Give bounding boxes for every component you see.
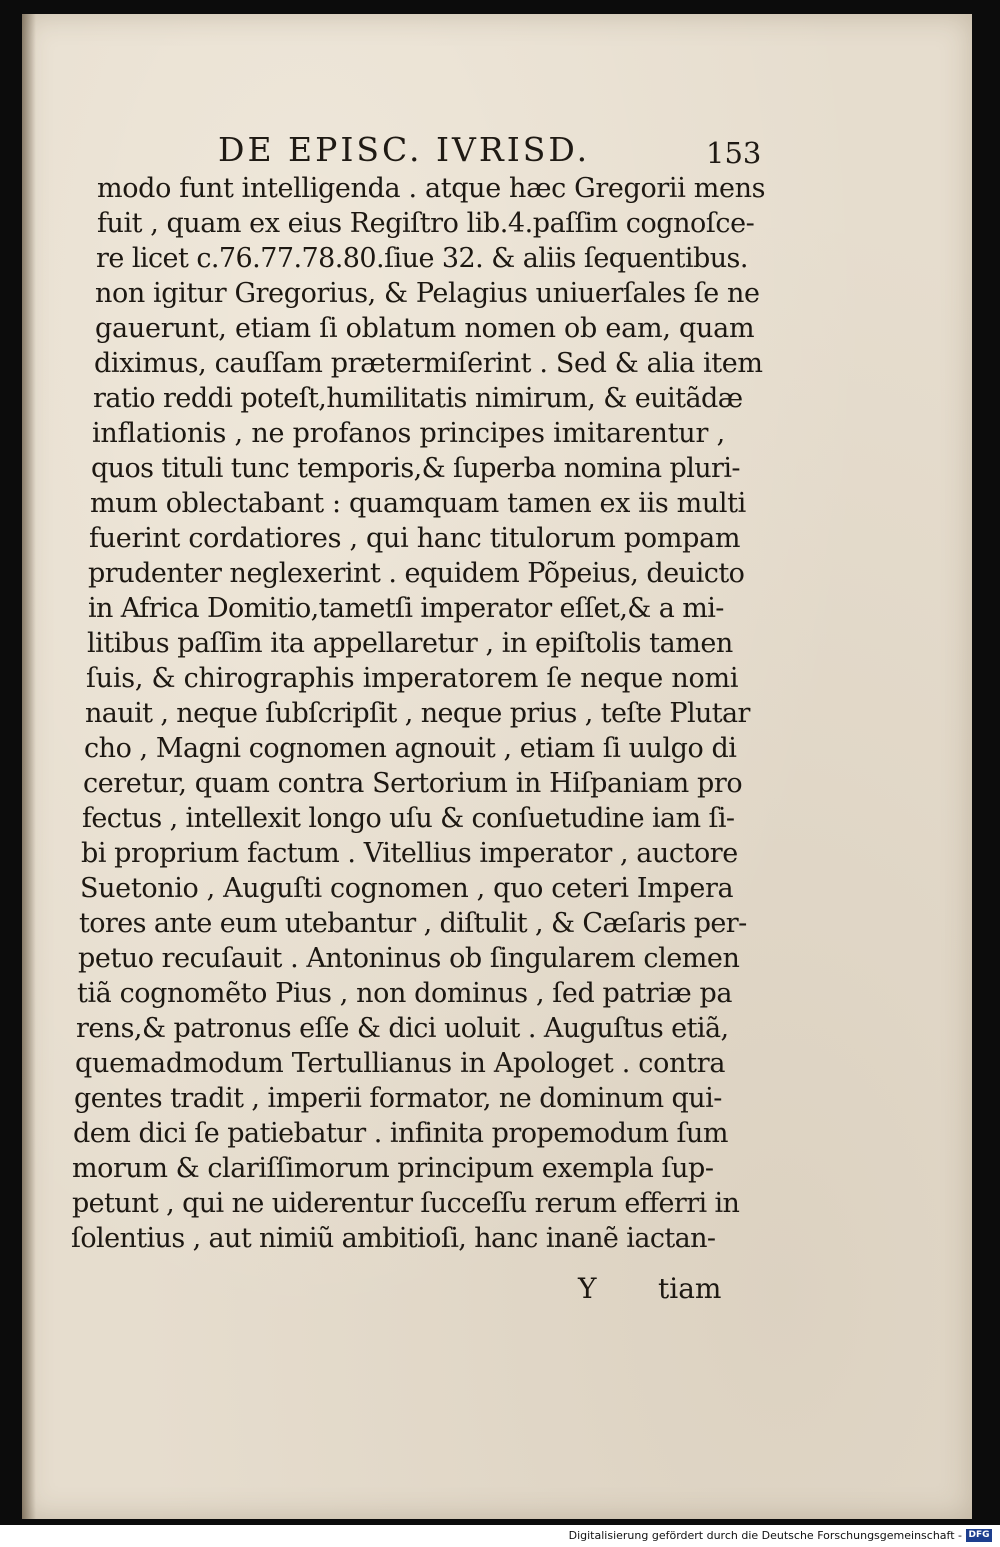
running-header: [0, 130, 1000, 170]
text-line: ſolentius , aut nimiũ ambitioſi, hanc inanẽ iactan-: [71, 1223, 716, 1254]
signature-mark: Y: [578, 1272, 597, 1305]
funding-credit: Digitalisierung gefördert durch die Deutsche Forschungsgemeinschaft -: [568, 1529, 962, 1542]
text-line: tiã cognomẽto Pius , non dominus , ſed patriæ pa: [77, 978, 733, 1009]
text-line: nauit , neque ſubſcripſit , neque prius , teſte Plutar: [85, 698, 750, 729]
running-title: DE EPISC. IVRISD.: [218, 130, 591, 169]
text-line: non igitur Gregorius, & Pelagius uniuerſales ſe ne: [95, 278, 760, 309]
credit-bar: [0, 1525, 1000, 1547]
text-line: petunt , qui ne uiderentur ſucceſſu rerum efferri in: [72, 1188, 740, 1219]
page-number: 153: [706, 136, 762, 170]
text-line: Suetonio , Auguſti cognomen , quo ceteri Impera: [80, 873, 734, 904]
text-line: ratio reddi poteſt,humilitatis nimirum, & euitãdæ: [93, 383, 743, 414]
text-line: cho , Magni cognomen agnouit , etiam ſi uulgo di: [84, 733, 737, 764]
text-line: tores ante eum utebantur , diſtulit , & Cæſaris per-: [79, 908, 747, 939]
text-line: quemadmodum Tertullianus in Apologet . contra: [75, 1048, 726, 1079]
text-line: diximus, cauſſam prætermiſerint . Sed & alia item: [94, 348, 763, 379]
text-line: litibus paſſim ita appellaretur , in epiſtolis tamen: [87, 628, 733, 659]
text-line: mum oblectabant : quamquam tamen ex iis multi: [90, 488, 746, 519]
text-line: prudenter neglexerint . equidem Põpeius, deuicto: [88, 558, 745, 589]
text-line: bi proprium factum . Vitellius imperator , auctore: [81, 838, 738, 869]
text-line: inflationis , ne profanos principes imitarentur ,: [92, 418, 725, 449]
page-gutter-shadow: [22, 14, 36, 1519]
dfg-logo: DFG: [966, 1529, 992, 1542]
text-line: quos tituli tunc temporis,& ſuperba nomina pluri-: [91, 453, 740, 484]
text-line: gauerunt, etiam ſi oblatum nomen ob eam, quam: [95, 313, 755, 344]
text-line: fuerint cordatiores , qui hanc titulorum pompam: [89, 523, 741, 554]
text-line: modo funt intelligenda . atque hæc Gregorii mens: [97, 173, 766, 204]
text-line: fuit , quam ex eius Regiſtro lib.4.paſſim cognoſce-: [97, 208, 755, 239]
text-line: rens,& patronus eſſe & dici uoluit . Auguſtus etiã,: [76, 1013, 729, 1044]
text-line: ſuis, & chirographis imperatorem ſe neque nomi: [86, 663, 739, 694]
text-line: in Africa Domitio,tametſi imperator eſſet,& a mi-: [88, 593, 724, 624]
catchword: tiam: [658, 1272, 722, 1305]
text-line: dem dici ſe patiebatur . infinita propemodum ſum: [73, 1118, 728, 1149]
text-line: fectus , intellexit longo uſu & conſuetudine iam ſi-: [82, 803, 735, 834]
text-line: morum & clariſſimorum principum exempla ſup-: [72, 1153, 714, 1184]
text-line: re licet c.76.77.78.80.ſiue 32. & aliis ſequentibus.: [96, 243, 748, 274]
text-line: gentes tradit , imperii formator, ne dominum qui-: [74, 1083, 722, 1114]
text-line: ceretur, quam contra Sertorium in Hiſpaniam pro: [83, 768, 743, 799]
text-line: petuo recuſauit . Antoninus ob ſingularem clemen: [78, 943, 740, 974]
